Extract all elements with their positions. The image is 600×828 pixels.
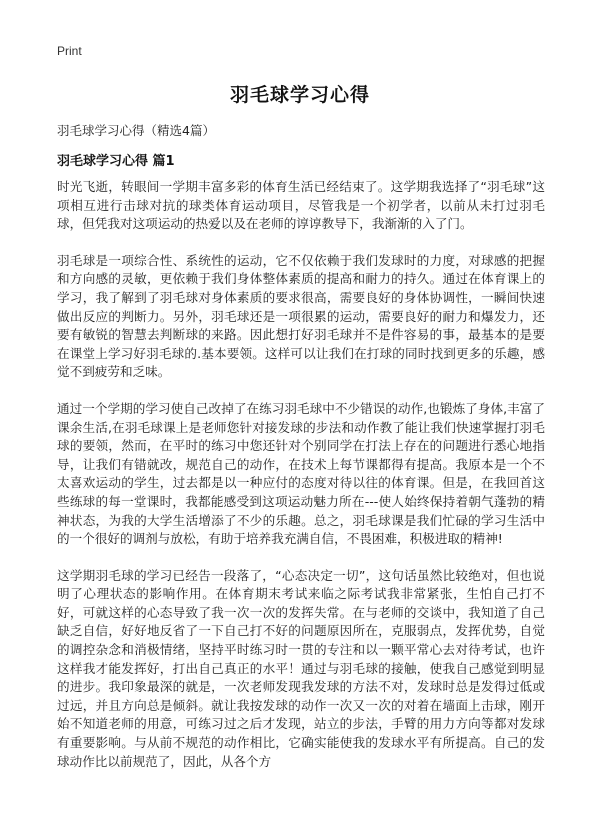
section-heading: 羽毛球学习心得 篇1 bbox=[57, 154, 175, 169]
article-body bbox=[57, 178, 545, 789]
paragraph-1: 时光飞逝，转眼间一学期丰富多彩的体育生活已经结束了。这学期我选择了“羽毛球”这项相互进行击球对抗的球类体育运动项目，尽管我是一个初学者，以前从未打过羽毛球，但凭我对这项运动的热爱以及在老师的谆谆教导下，我渐渐的入了门。 bbox=[57, 179, 545, 232]
paragraph-2: 羽毛球是一项综合性、系统性的运动，它不仅依赖于我们发球时的力度，对球感的把握和方向感的灵敏，更依赖于我们身体整体素质的提高和耐力的持久。通过在体育课上的学习，我了解到了羽毛球对身体素质的要求很高，需要良好的身体协调性，一瞬间快速做出反应的判断力。另外，羽毛球还是一项很累的运动，需要良好的耐力和爆发力，还要有敏锐的智慧去判断球的来路。因此想打好羽毛球并不是件容易的事，最基本的是要在课堂上学习好羽毛球的.基本要领。这样可以让我们在打球的同时找到更多的乐趣，感觉不到疲劳和乏味。 bbox=[57, 252, 545, 380]
print-link[interactable]: Print bbox=[57, 44, 82, 58]
document-title: 羽毛球学习心得 bbox=[229, 84, 370, 106]
paragraph-4: 这学期羽毛球的学习已经告一段落了，“心态决定一切”，这句话虽然比较绝对，但也说明了心理状态的影响作用。在体育期末考试来临之际考试我非常紧张，生怕自己打不好，可就这样的心态导致了我一次一次的发挥失常。在与老师的交谈中，我知道了自己缺乏自信，好好地反省了一下自己打不好的问题原因所在，克服弱点，发挥优势，自觉的调控杂念和消极情绪，坚持平时练习时一贯的专注和以一颗平常心去对待考试，也许这样我才能发挥好，打出自己真正的水平！通过与羽毛球的接触，使我自己感觉到明显的进步。我印象最深的就是，一次老师发现我发球的方法不对，发球时总是发得过低或过远，并且方向总是倾斜。就让我按发球的动作一次又一次的对着在墙面上击球，刚开始不知道老师的用意，可练习过之后才发现，站立的步法，手臂的用力方向等都对发球有重要影响。与从前不规范的动作相比，它确实能使我的发球水平有所提高。自己的发球动作比以前规范了，因此，从各个方 bbox=[57, 567, 545, 769]
document-subtitle: 羽毛球学习心得（精选4篇） bbox=[57, 123, 215, 138]
paragraph-3: 通过一个学期的学习使自己改掉了在练习羽毛球中不少错误的动作,也锻炼了身体,丰富了课余生活,在羽毛球课上是老师您针对接发球的步法和动作教了能让我们快速掌握打羽毛球的要领，然而，在平时的练习中您还针对个别同学在打法上存在的问题进行悉心地指导，让我们有错就改，规范自己的动作，在技术上每节课都得有提高。我原本是一个不太喜欢运动的学生，过去都是以一种应付的态度对待以往的体育课。但是，在我回首这些练球的每一堂课时，我都能感受到这项运动魅力所在---使人始终保持着朝气蓬勃的精神状态，为我的大学生活增添了不少的乐趣。总之，羽毛球课是我们忙碌的学习生活中的一个很好的调剂与放松，有助于培养我充满自信，不畏困难，积极进取的精神! bbox=[57, 400, 545, 547]
